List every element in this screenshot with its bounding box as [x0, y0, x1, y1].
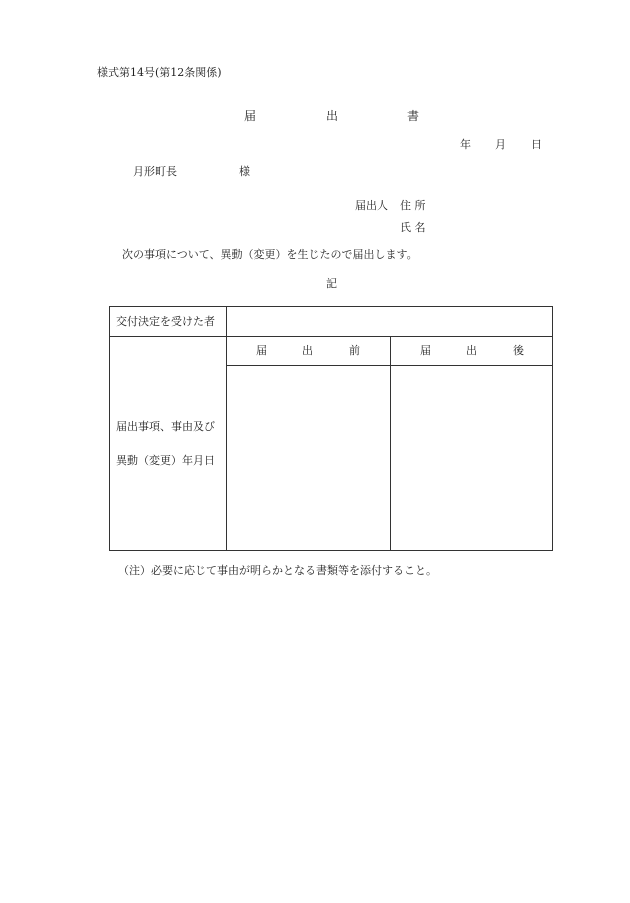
addressee-name: 月形町長	[133, 165, 177, 178]
date-month-label: 月	[495, 138, 506, 151]
row1-divider	[110, 336, 552, 337]
before-header-char-2: 出	[302, 344, 313, 357]
before-value-field[interactable]	[227, 366, 390, 550]
applicant-label: 届出人	[355, 199, 388, 212]
title-char-1: 届	[244, 109, 257, 123]
form-table	[109, 306, 553, 551]
title-char-3: 書	[407, 109, 420, 123]
details-label-line1: 届出事項、事由及び	[116, 420, 215, 433]
before-header-char-1: 届	[256, 344, 267, 357]
body-text: 次の事項について、異動（変更）を生じたので届出します。	[122, 248, 418, 261]
recipient-value-field[interactable]	[227, 307, 552, 336]
date-year-label: 年	[460, 138, 471, 151]
name-label: 氏 名	[400, 221, 426, 234]
addressee-honorific: 様	[239, 165, 250, 178]
after-header-char-3: 後	[513, 344, 524, 357]
before-header-char-3: 前	[349, 344, 360, 357]
note: （注）必要に応じて事由が明らかとなる書類等を添付すること。	[118, 564, 437, 577]
title-char-2: 出	[326, 109, 339, 123]
address-label: 住 所	[400, 199, 426, 212]
details-label-line2: 異動（変更）年月日	[116, 454, 215, 467]
ki-heading: 記	[326, 277, 337, 290]
after-header-char-2: 出	[466, 344, 477, 357]
recipient-label: 交付決定を受けた者	[116, 315, 215, 328]
after-header-char-1: 届	[420, 344, 431, 357]
form-number: 様式第14号(第12条関係)	[97, 66, 222, 79]
date-day-label: 日	[531, 138, 542, 151]
after-value-field[interactable]	[391, 366, 552, 550]
